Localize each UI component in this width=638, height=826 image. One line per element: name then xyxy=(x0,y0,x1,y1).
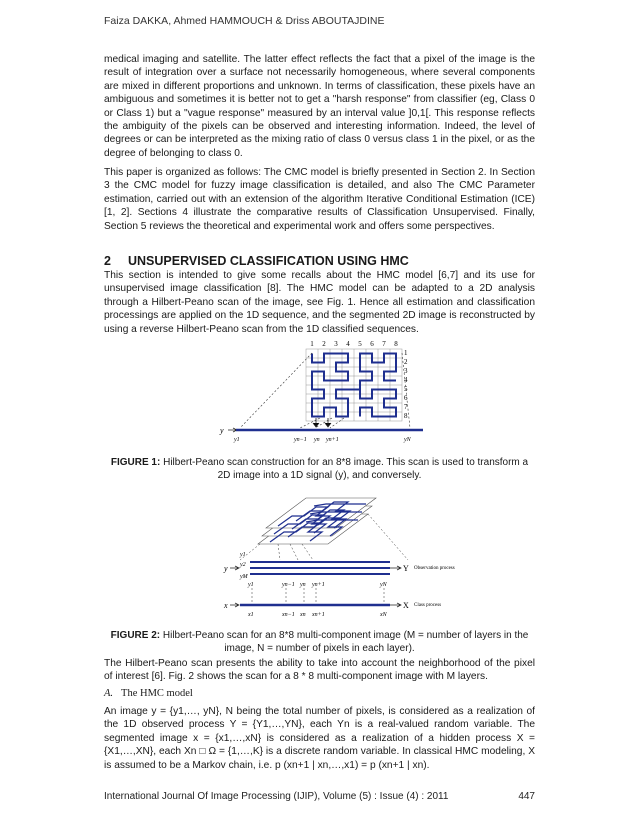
fig1-y-arrow xyxy=(228,428,237,432)
running-header: Faiza DAKKA, Ahmed HAMMOUCH & Driss ABOUTAJDINE xyxy=(104,15,385,27)
section-heading xyxy=(104,254,409,268)
fig1-seq-label: y1 xyxy=(234,437,240,443)
subsection-letter: A. xyxy=(104,688,114,699)
fig2-X-label: X xyxy=(403,601,409,610)
fig2-y-seq-label: yn+1 xyxy=(312,582,325,588)
paragraph-hmc-model: An image y = {y1,…, yN}, N being the total number of pixels, is considered as a realization of the 1D observed process Y = {Y1,…,YN}, each Yn is a real-valued random variable. The segmented image x = {x1,…,xN} is considered as a realization of a hidden process X = {X1,…,XN}, each Xn □ Ω = {1,…,K} is a discrete random variable. In classical HMC modeling, X is assumed to be a Markov chain, i.e. p (xn+1 | xn,…,x1) = p (xn+1 | xn). xyxy=(104,706,535,771)
fig1-col-label: 8 xyxy=(394,340,398,348)
fig2-x-seq-label: xn+1 xyxy=(312,612,325,618)
figure-1-caption-text: Hilbert-Peano scan construction for an 8*8 image. This scan is used to transform a 2D image into a 1D signal (y), and conversely. xyxy=(160,457,529,481)
fig2-y-seq-label: yn−1 xyxy=(282,582,295,588)
page-number: 447 xyxy=(518,791,535,802)
fig1-row-label: 8 xyxy=(404,412,408,420)
fig1-row-label: 2 xyxy=(404,358,408,366)
fig2-y-seq-label: yN xyxy=(380,582,387,588)
fig1-seq-label: yn−1 xyxy=(294,437,307,443)
fig1-col-label: 4 xyxy=(346,340,350,348)
fig2-observation-lines xyxy=(250,562,390,574)
subsection-title: The HMC model xyxy=(121,688,193,699)
figure-2-label: FIGURE 2: xyxy=(110,630,161,641)
fig1-row-labels xyxy=(404,349,408,420)
fig1-row-label: 4 xyxy=(404,376,408,384)
fig2-vertical-connectors xyxy=(252,588,384,602)
fig2-layer-labels xyxy=(239,552,249,580)
section-number: 2 xyxy=(104,254,111,268)
fig1-col-label: 5 xyxy=(358,340,362,348)
paragraph-hilbert-peano: The Hilbert-Peano scan presents the ability to take into account the neighborhood of the pixel of interest [6]. Fig. 2 shows the scan for a 8 * 8 multi-component image with M layers. xyxy=(104,658,535,683)
fig1-row-label: 1 xyxy=(404,349,408,357)
fig1-seq-label: yN xyxy=(404,437,411,443)
fig2-observation-label: Observation process xyxy=(414,566,455,571)
fig2-y-sequence-labels xyxy=(247,582,388,588)
fig2-y-seq-label: y1 xyxy=(248,582,254,588)
journal-citation: International Journal Of Image Processing (IJIP), Volume (5) : Issue (4) : 2011 xyxy=(104,791,449,802)
fig1-sequence-labels xyxy=(233,437,412,443)
fig2-class-label: Class process xyxy=(414,603,442,608)
fig1-row-label: 6 xyxy=(404,394,408,402)
subsection-heading xyxy=(104,688,193,699)
figure-2-caption xyxy=(104,629,535,655)
fig2-y-label: y xyxy=(224,564,228,573)
fig1-col-label: 3 xyxy=(334,340,338,348)
figure-1-caption xyxy=(104,456,535,482)
fig2-layer-label: y1 xyxy=(240,552,246,558)
fig1-row-label: 3 xyxy=(404,367,408,375)
fig2-y-arrow xyxy=(230,566,239,570)
section-title: UNSUPERVISED CLASSIFICATION USING HMC xyxy=(128,254,409,268)
fig2-layer-label: y2 xyxy=(240,562,246,568)
fig2-x-seq-label: x1 xyxy=(248,612,254,618)
fig2-Y-label: Y xyxy=(403,564,409,573)
paragraph-organization: This paper is organized as follows: The CMC model is briefly presented in Section 2. In Section 3 the CMC model for fuzzy image classification is detailed, and also The CMC Parameter estimation, carried out with an extension of the algorithm Iterative Conditional Estimation (ICE) [1, 2]. Sections 4 illustrate the comparative results of Classification Unsupervised. Finally, Section 5 reviews the theoretical and experimental work and offers some perspectives. xyxy=(104,167,535,232)
fig2-X-arrow xyxy=(390,603,401,607)
fig1-arrows xyxy=(313,418,331,427)
fig1-col-label: 2 xyxy=(322,340,326,348)
fig2-x-seq-label: xn xyxy=(300,612,306,618)
fig2-x-seq-label: xn−1 xyxy=(282,612,295,618)
fig2-x-seq-label: xN xyxy=(380,612,387,618)
page-footer xyxy=(104,791,535,802)
figure-2-multilayer-scan xyxy=(218,492,455,622)
paragraph-section-intro: This section is intended to give some recalls about the HMC model [6,7] and its use for unsupervised image classification [8]. The HMC model can be adapted to a 2D analysis through a Hilbert-Peano scan of the image, see Fig. 1. Hence all estimation and classification processings are applied on the 1D sequence, and the segmented 2D image is reconstructed by using a reverse Hilbert-Peano scan from the 1D classified sequences. xyxy=(104,270,535,335)
figure-1-hilbert-peano-scan xyxy=(218,338,433,450)
fig1-col-label: 7 xyxy=(382,340,386,348)
fig1-seq-label: yn xyxy=(314,437,320,443)
figure-2-caption-text: Hilbert-Peano scan for an 8*8 multi-component image (M = number of layers in the image, N = number of pixels in each layer). xyxy=(160,630,529,654)
fig1-col-label: 1 xyxy=(310,340,314,348)
paragraph-intro-end: medical imaging and satellite. The latter effect reflects the fact that a pixel of the image is the result of integration over a surface not necessarily homogeneous, where several components are mixed in different proportions and unknown. In terms of classification, these pixels have an ambiguous and sometimes it is better not to get a "harsh response" from classifier (eg, Class 0 or Class 1) but a "vague response" measured by an interval value ]0,1[. This response reflects the ambiguity of the pixels can be observed and interesting information. Indeed, the level of degrees or can be interpreted as the mixing ratio of class 0 versus class 1 in the pixel, or as the degree of belonging to class 0. xyxy=(104,54,535,159)
fig1-y-label: y xyxy=(220,426,224,435)
fig2-y-seq-label: yn xyxy=(300,582,306,588)
fig1-col-label: 6 xyxy=(370,340,374,348)
fig2-layer-label: yM xyxy=(240,574,248,580)
figure-1-label: FIGURE 1: xyxy=(110,457,161,468)
fig1-column-labels xyxy=(310,340,398,348)
fig2-x-label: x xyxy=(224,601,228,610)
fig1-grid xyxy=(306,349,402,421)
fig2-Y-arrow xyxy=(390,566,401,570)
fig2-x-arrow xyxy=(230,603,239,607)
fig2-x-sequence-labels xyxy=(247,612,388,618)
fig1-row-label: 7 xyxy=(404,403,408,411)
fig1-row-label: 5 xyxy=(404,385,408,393)
fig1-seq-label: yn+1 xyxy=(326,437,339,443)
